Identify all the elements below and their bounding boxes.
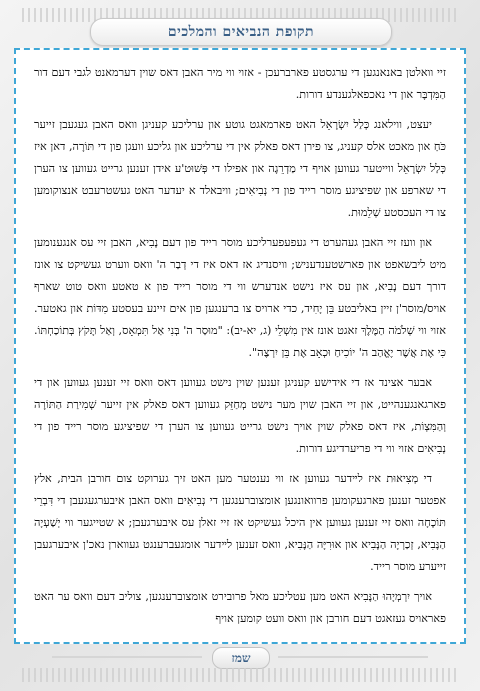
paragraph-4: אבער אצינד אז די אידישע קעניגן זענען שוין נישט געווען דאס וואס זיי זענען געווען און די פארגאנגענהייט, און זיי האבן שוין מער נישט מְחַזֵּק געווען דאס פאלק אין זייער שְׁמִירַת הַתּוֹרָה וְהַמִּצְוֹת, איז דאס פאלק שוין אויך נישט גרייט געווען צו הערן די שפיציגע מוסר רייד פון די נְבִיאִים אזוי ווי די פריערדיגע דורות. <box>34 376 446 455</box>
page-header <box>90 18 392 46</box>
footer-rule-right <box>278 656 428 658</box>
paragraph-3: און וועז זיי האבן געהערט די געפעפערליכע מוסר רייד פון דעם נָבִיא, האבן זיי עס אנגענומען מיט ליבשאפט און פארשטענדעניש; וויסנדיג אז דאס איז די דְבַר ה' וואס ווערט געשיקט צו אונז דורך דעם נָבִיא, און עס איז נישט אנדערש ווי די מוסר רייד פון א טאטע וואס טוט שארף אויס/מוסר'ן זיין באליבטע בֵּן יָחִיד, כדי ארויס צו ברענגען פון אים זיינע בעסטע מִדּוֹת און גאטער. אזוי ווי שְׁלֹמֹה הַמֶּלֶךְ זאגט אונז אין מִשְׁלֵי (ג, יא-יב): "מוּסַר ה' בְּנִי אַל תִּמְאָס, וְאַל תָּקֹץ בְּתוֹכַחְתּוֹ. כִּי אֶת אֲשֶׁר יֶאֱהַב ה' יוֹכִיחַ וּכְאָב אֶת בֵּן יִרְצֶה". <box>34 236 446 359</box>
footer-rule-left <box>52 656 202 658</box>
paragraph-5: די מְצִיאוּת איז לײדער געווען אז ווי נענטער מען האט זיך גערוקט צום חורבן הבית, אלץ אפטער זענען פארגעקומען פרוואונגען אומצוברענגען די נְבִיאִים וואס האבן איבערגעגעבן די דִּבְרֵי תּוֹכָחָה וואס זיי זענען געווען אין היכל געשיקט אז זיי זאלן עס איבערגעבן; א שטייגער ווי יְשַׁעְיָה הַנָּבִיא, זְכַרְיָה הַנָּבִיא און אוּרִיָּה הַנָּבִיא, וואס זענען לײדער אומגעברענגט געווארן נאכ'ן איבערגעבן זייערע מוסר רייד. <box>34 472 446 573</box>
page-title: תקופת הנביאים והמלכים <box>167 23 315 40</box>
paragraph-2: יעצט, ווילאנג כְּלַל יִשְׂרָאֵל האט פארמאגט גוטע און ערליכע קעניגן וואס האבן געגעבן זייער כֹּחַ און מאכט אלס קעניג, צו פירן דאס פאלק אין די ערליכע און גליכע וועגן פון די תּוֹרָה, דאן איז כְּלַל יִשְׂרָאֵל ווייטער געווען אויף די מַדְרֵגָה און אפילו די פְּשׁוּט'ע אידן זענען גרייט געווען צו הערן די שארפע און שפיציגע מוסר רייד פון די נְבִיאִים; וויבאלד א יעדער האט געשטרעבט אנצוקומען צו די העכסטע שְׁלֵמוּת. <box>34 118 446 219</box>
document-body <box>34 62 446 634</box>
paragraph-6: אויך יִרְמְיָהוּ הַנָּבִיא האט מען עטליכע מאל פרובירט אומצוברענגען, צוליב דעם וואס ער האט פאראויס געזאגט דעם חורבן און וואס וועט קומען אויף <box>34 590 446 625</box>
page-number <box>212 647 270 669</box>
paragraph-1: זיי וואלטן באנאנגען די ערגסטע פארברעכן - אזוי ווי מיר האבן דאס שוין דערמאנט לגבי דעם דור הַמִּדְבָּר און די נאכפאלגענדע דורות. <box>34 66 446 101</box>
bottom-ornament <box>22 668 458 682</box>
page-number-label: שמז <box>231 650 251 665</box>
